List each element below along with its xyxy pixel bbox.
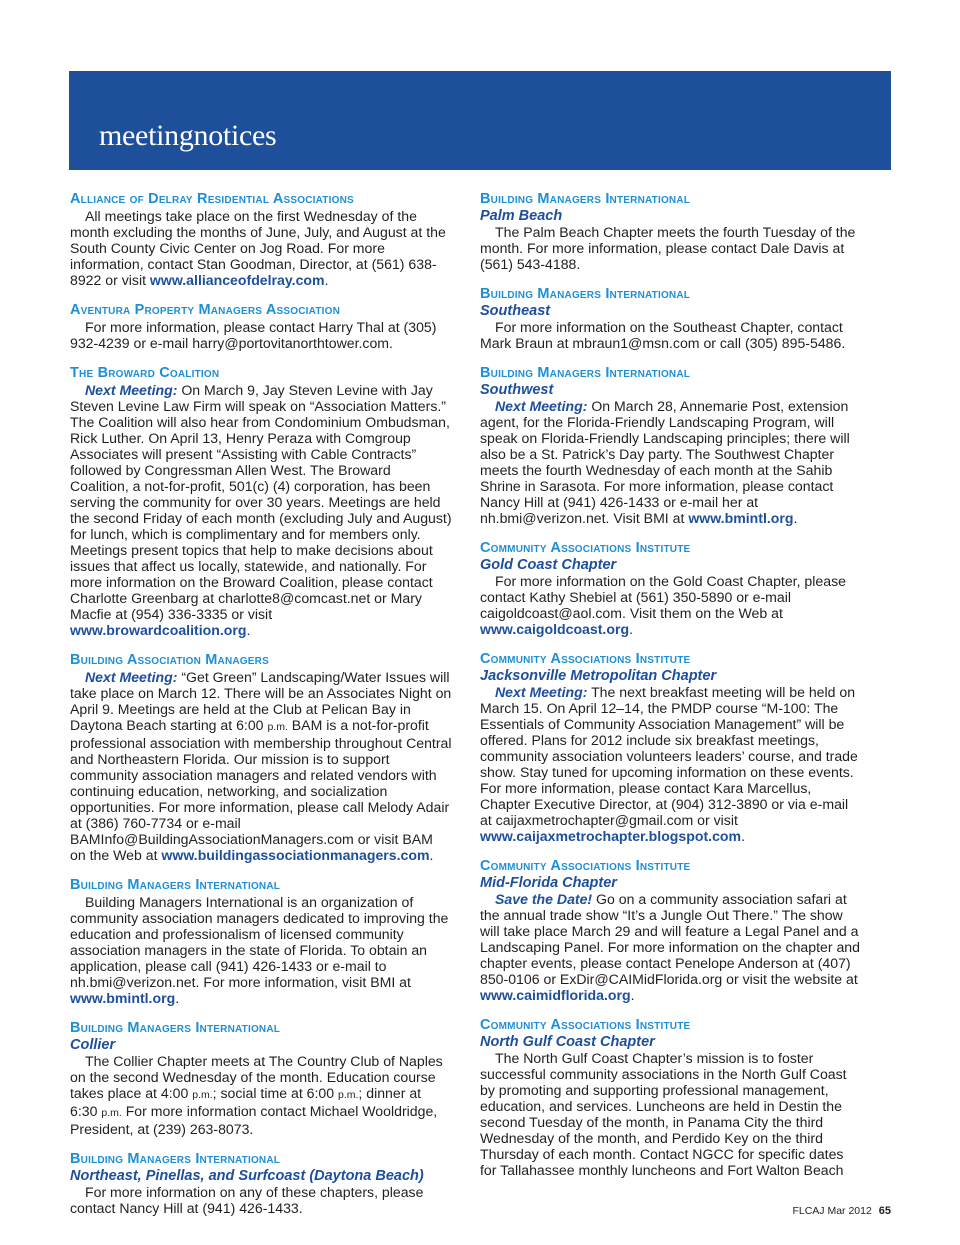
notice-body: Save the Date! Go on a community association safari at the annual trade show “It’s a Jungle Out There.” The show will take place March 29 and will feature a Legal Panel and a Landscaping Panel. For more information on the chapter and chapter events, please contact Penelope Anderson at (407) 850-0106 or ExDir@CAIMidFlorida.org or visit the website at www.caimidflorida.org. bbox=[480, 891, 860, 1003]
notice-broward-coalition bbox=[70, 365, 452, 638]
page-title: meetingnotices bbox=[99, 119, 277, 152]
notice-alliance-delray bbox=[70, 191, 452, 288]
notice-title: Building Managers International bbox=[70, 877, 281, 893]
notice-cai-gold-coast bbox=[480, 540, 862, 637]
notice-title: Building Managers International bbox=[480, 365, 691, 381]
notice-title: Community Associations Institute bbox=[480, 651, 691, 667]
notice-body: Next Meeting: On March 9, Jay Steven Levine with Jay Steven Levine Law Firm will speak on “Association Matters.” The Coalition will also hear from Condominium Ombudsman, Rick Luther. On April 13, Henry Peraza with Comgroup Associates will present “Assisting with Cable Contracts” followed by Congressman Allen West. The Broward Coalition, a not-for-profit, 501(c) (4) corporation, has been serving the community for over 30 years. Meetings are held the second Friday of each month (excluding July and August) for lunch, which is complimentary and for members only. Meetings present topics that help to make decisions about issues that affect us locally, statewide, and nationally. For more information on the Broward Coalition, please contact Charlotte Greenbarg at charlotte8@comcast.net or Mary Macfie at (954) 336-3335 or visit www.browardcoalition.org. bbox=[70, 382, 452, 638]
website-link[interactable]: www.caijaxmetrochapter.blogspot.com bbox=[480, 828, 742, 844]
notice-body: Building Managers International is an organization of community association managers dedicated to improving the education and professionalism of licensed community association managers in the state of Florida. To obtain an application, please call (941) 426-1433 or e-mail to nh.bmi@verizon.net. For more information, visit BMI at www.bmintl.org. bbox=[70, 894, 449, 1006]
notice-cai-north-gulf-coast bbox=[480, 1017, 862, 1178]
right-column bbox=[480, 191, 862, 1192]
lead-label: Next Meeting: bbox=[495, 398, 588, 414]
notice-bmi-palm-beach bbox=[480, 191, 862, 272]
notice-title: Building Managers International bbox=[480, 191, 691, 207]
notice-chapter: Palm Beach bbox=[480, 208, 563, 224]
notice-building-association-managers bbox=[70, 652, 452, 863]
notice-body: The Collier Chapter meets at The Country Club of Naples on the second Wednesday of the month. Education course takes place at 4:00 p.m.; social time at 6:00 p.m.; dinner at 6:30 p.m. For more information contact Michael Wooldridge, President, at (239) 263-8073. bbox=[70, 1053, 443, 1137]
lead-label: Save the Date! bbox=[495, 891, 593, 907]
notice-bmi-collier bbox=[70, 1020, 452, 1137]
notice-chapter: Southeast bbox=[480, 303, 551, 319]
notice-title: Alliance of Delray Residential Associations bbox=[70, 191, 354, 207]
website-link[interactable]: www.bmintl.org bbox=[688, 510, 794, 526]
notice-cai-mid-florida bbox=[480, 858, 862, 1003]
notice-cai-jacksonville bbox=[480, 651, 862, 844]
website-link[interactable]: www.caigoldcoast.org bbox=[480, 621, 630, 637]
notice-title: Community Associations Institute bbox=[480, 540, 691, 556]
notice-bmi-northeast bbox=[70, 1151, 452, 1216]
notice-body: Next Meeting: “Get Green” Landscaping/Water Issues will take place on March 12. There will be an Associates Night on April 9. Meetings are held at the Club at Pelican Bay in Daytona Beach starting at 6:00 p.m. BAM is a not-for-profit professional association with membership throughout Central and Northeastern Florida. Our mission is to support community association managers and related vendors with continuing education, networking, and socialization opportunities. For more information, please call Melody Adair at (386) 760-7734 or e-mail BAMInfo@BuildingAssociationManagers.com or visit BAM on the Web at www.buildingassociationmanagers.com. bbox=[70, 669, 452, 863]
lead-label: Next Meeting: bbox=[85, 382, 178, 398]
notice-chapter: Collier bbox=[70, 1037, 116, 1053]
notice-body: The North Gulf Coast Chapter’s mission is to foster successful community associations in the North Gulf Coast by promoting and supporting professional management, education, and services. Luncheons are held in Destin the second Tuesday of the month, in Panama City the third Wednesday of the month, and Perdido Key on the third Thursday of each month. Contact NGCC for specific dates for Tallahassee monthly luncheons and Fort Walton Beach bbox=[480, 1050, 847, 1178]
website-link[interactable]: www.buildingassociationmanagers.com bbox=[161, 847, 430, 863]
website-link[interactable]: www.browardcoalition.org bbox=[70, 622, 247, 638]
notice-title: Aventura Property Managers Association bbox=[70, 302, 341, 318]
notice-chapter: Southwest bbox=[480, 382, 554, 398]
notice-body: For more information on the Southeast Chapter, contact Mark Braun at mbraun1@msn.com or call (305) 895-5486. bbox=[480, 319, 846, 351]
left-column bbox=[70, 191, 452, 1230]
notice-title: Building Managers International bbox=[70, 1020, 281, 1036]
notice-body: For more information on any of these chapters, please contact Nancy Hill at (941) 426-1433. bbox=[70, 1184, 424, 1216]
lead-label: Next Meeting: bbox=[495, 684, 588, 700]
notice-aventura bbox=[70, 302, 452, 351]
notice-chapter: Mid-Florida Chapter bbox=[480, 875, 617, 891]
notice-title: The Broward Coalition bbox=[70, 365, 220, 381]
notice-body: For more information on the Gold Coast Chapter, please contact Kathy Shebiel at (561) 350-5890 or e-mail caigoldcoast@aol.com. Visit them on the Web at www.caigoldcoast.org. bbox=[480, 573, 846, 637]
notice-title: Community Associations Institute bbox=[480, 1017, 691, 1033]
notice-title: Building Association Managers bbox=[70, 652, 269, 668]
page-footer bbox=[792, 1205, 891, 1217]
website-link[interactable]: www.caimidflorida.org bbox=[480, 987, 631, 1003]
website-link[interactable]: www.allianceofdelray.com bbox=[149, 272, 325, 288]
notice-title: Community Associations Institute bbox=[480, 858, 691, 874]
notice-bmi-southwest bbox=[480, 365, 862, 526]
page-number: 65 bbox=[878, 1205, 891, 1217]
issue-date: Mar 2012 bbox=[827, 1205, 872, 1217]
notice-body: For more information, please contact Harry Thal at (305) 932-4239 or e-mail harry@portovitanorthtower.com. bbox=[70, 319, 437, 351]
notice-bmi-southeast bbox=[480, 286, 862, 351]
website-link[interactable]: www.bmintl.org bbox=[70, 990, 176, 1006]
notice-body: All meetings take place on the first Wednesday of the month excluding the months of June, July, and August at the South County Civic Center on Jog Road. For more information, contact Stan Goodman, Director, at (561) 638-8922 or visit www.allianceofdelray.com. bbox=[70, 208, 446, 288]
notice-bmi bbox=[70, 877, 452, 1006]
notice-title: Building Managers International bbox=[70, 1151, 281, 1167]
notice-body: The Palm Beach Chapter meets the fourth Tuesday of the month. For more information, please contact Dale Davis at (561) 543-4188. bbox=[480, 224, 856, 272]
notice-body: Next Meeting: The next breakfast meeting will be held on March 15. On April 12–14, the PMDP course “M-100: The Essentials of Community Association Management” will be offered. Plans for 2012 include six breakfast meetings, community association volunteers leaders’ course, and trade show. Stay tuned for upcoming information on these events. For more information, please contact Kara Marcellus, Chapter Executive Director, at (904) 312-3890 or via e-mail at caijaxmetrochapter@gmail.com or visit www.caijaxmetrochapter.blogspot.com. bbox=[480, 684, 858, 844]
notice-chapter: Jacksonville Metropolitan Chapter bbox=[480, 668, 717, 684]
notice-title: Building Managers International bbox=[480, 286, 691, 302]
notice-body: Next Meeting: On March 28, Annemarie Post, extension agent, for the Florida-Friendly Landscaping Program, will speak on Florida-Friendly Landscaping principles; there will also be a St. Patrick’s Day party. The Southwest Chapter meets the fourth Wednesday of each month at the Sahib Shrine in Sarasota. For more information, please contact Nancy Hill at (941) 426-1433 or e-mail her at nh.bmi@verizon.net. Visit BMI at www.bmintl.org. bbox=[480, 398, 850, 526]
publication-name: FLCAJ bbox=[792, 1205, 825, 1217]
lead-label: Next Meeting: bbox=[85, 669, 178, 685]
notice-chapter: North Gulf Coast Chapter bbox=[480, 1034, 655, 1050]
header-banner bbox=[69, 71, 891, 170]
notice-chapter: Northeast, Pinellas, and Surfcoast (Daytona Beach) bbox=[70, 1168, 424, 1184]
notice-chapter: Gold Coast Chapter bbox=[480, 557, 617, 573]
